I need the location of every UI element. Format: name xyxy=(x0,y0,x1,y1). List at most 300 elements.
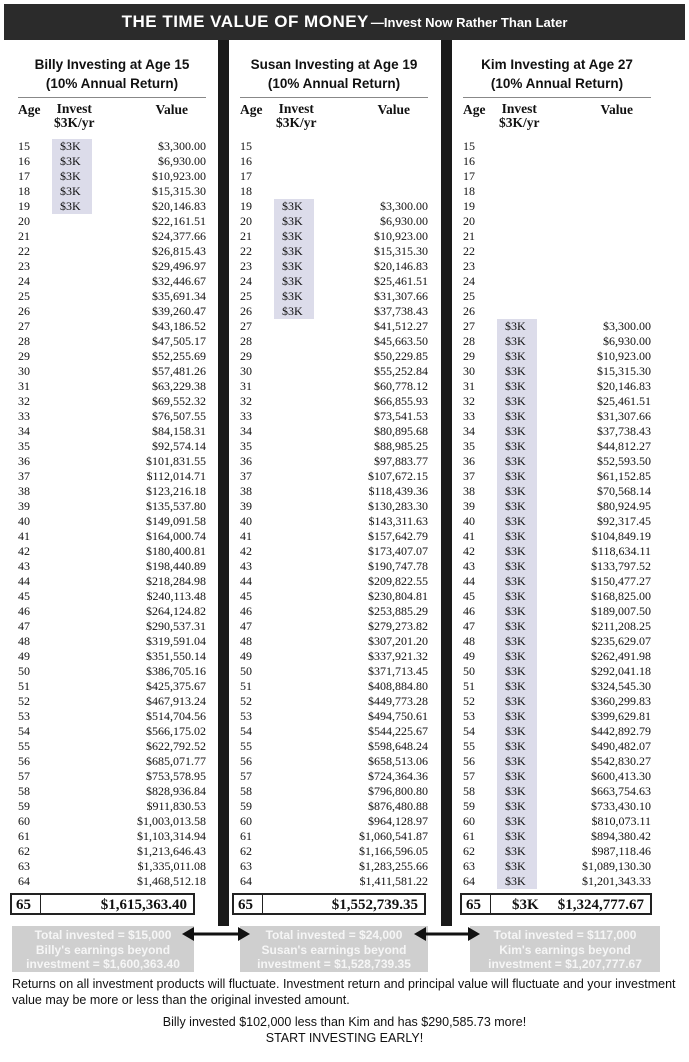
row-age: 42 xyxy=(18,544,30,558)
row-value: $467,913.24 xyxy=(146,694,206,708)
row-invest: $3K xyxy=(497,574,537,589)
row-age: 59 xyxy=(240,799,252,813)
row-age: 61 xyxy=(18,829,30,843)
row-invest: $3K xyxy=(497,514,537,529)
row-invest: $3K xyxy=(52,184,92,199)
table-row xyxy=(240,529,434,544)
row-value: $1,166,596.05 xyxy=(359,844,428,858)
row-value: $29,496.97 xyxy=(152,259,206,273)
row-value: $810,073.11 xyxy=(591,814,651,828)
table-row xyxy=(463,499,657,514)
row-age: 60 xyxy=(463,814,475,828)
row-age: 28 xyxy=(18,334,30,348)
table-row xyxy=(240,199,434,214)
table-row xyxy=(240,874,434,889)
row-age: 59 xyxy=(463,799,475,813)
row-age: 21 xyxy=(463,229,475,243)
table-row xyxy=(18,664,212,679)
row-value: $80,924.95 xyxy=(597,499,651,513)
row-value: $24,377.66 xyxy=(152,229,206,243)
table-row xyxy=(18,499,212,514)
row-value: $143,311.63 xyxy=(368,514,428,528)
table-row xyxy=(18,709,212,724)
row-age: 25 xyxy=(18,289,30,303)
table-row xyxy=(240,559,434,574)
row-value: $598,648.24 xyxy=(368,739,428,753)
column-title: Kim Investing at Age 27 xyxy=(481,57,633,72)
table-row xyxy=(18,634,212,649)
row-age: 49 xyxy=(18,649,30,663)
row-value: $1,335,011.08 xyxy=(137,859,206,873)
row-age: 50 xyxy=(240,664,252,678)
column-header xyxy=(18,97,206,139)
row-age: 39 xyxy=(18,499,30,513)
age-header: Age xyxy=(240,102,263,117)
table-row xyxy=(463,379,657,394)
row-age: 46 xyxy=(463,604,475,618)
table-row xyxy=(463,769,657,784)
row-value: $1,468,512.18 xyxy=(137,874,206,888)
table-row xyxy=(18,679,212,694)
table-row xyxy=(240,739,434,754)
column-kim xyxy=(457,40,657,889)
table-row xyxy=(463,139,657,154)
row-value: $209,822.55 xyxy=(368,574,428,588)
row-invest: $3K xyxy=(497,799,537,814)
final-age: 65 xyxy=(466,897,481,913)
row-invest: $3K xyxy=(497,589,537,604)
disclaimer-text: Returns on all investment products will fluctuate. Investment return and principal value will fluctuate and your investment value may be more or less than the original invested amount. xyxy=(12,977,676,1007)
table-row xyxy=(240,244,434,259)
table-row xyxy=(18,649,212,664)
row-value: $104,849.19 xyxy=(591,529,651,543)
table-row xyxy=(18,424,212,439)
row-age: 17 xyxy=(463,169,475,183)
table-row xyxy=(463,439,657,454)
table-row xyxy=(240,409,434,424)
row-age: 28 xyxy=(240,334,252,348)
column-subtitle: (10% Annual Return) xyxy=(490,76,624,91)
row-invest: $3K xyxy=(497,604,537,619)
table-row xyxy=(240,319,434,334)
summary-line: Total invested = $15,000 xyxy=(34,928,172,942)
row-value: $876,480.88 xyxy=(368,799,428,813)
row-invest: $3K xyxy=(497,739,537,754)
row-invest: $3K xyxy=(497,724,537,739)
row-age: 54 xyxy=(463,724,475,738)
row-value: $10,923.00 xyxy=(374,229,428,243)
row-age: 27 xyxy=(463,319,475,333)
row-age: 63 xyxy=(240,859,252,873)
row-age: 20 xyxy=(18,214,30,228)
row-value: $168,825.00 xyxy=(591,589,651,603)
table-row xyxy=(463,424,657,439)
row-age: 33 xyxy=(240,409,252,423)
row-age: 37 xyxy=(18,469,30,483)
row-age: 42 xyxy=(463,544,475,558)
row-value: $6,930.00 xyxy=(158,154,206,168)
column-header xyxy=(463,97,651,139)
data-rows xyxy=(18,139,212,889)
row-value: $118,634.11 xyxy=(591,544,651,558)
row-value: $253,885.29 xyxy=(368,604,428,618)
arrow-left xyxy=(182,927,250,941)
summary-line: Kim's earnings beyond xyxy=(499,942,631,957)
row-age: 19 xyxy=(240,199,252,213)
row-value: $76,507.55 xyxy=(152,409,206,423)
table-row xyxy=(463,544,657,559)
row-invest: $3K xyxy=(497,634,537,649)
row-value: $1,089,130.30 xyxy=(582,859,651,873)
row-value: $337,921.32 xyxy=(368,649,428,663)
row-age: 30 xyxy=(463,364,475,378)
final-row-susan xyxy=(232,893,426,915)
row-value: $1,103,314.94 xyxy=(137,829,206,843)
row-age: 33 xyxy=(18,409,30,423)
row-value: $663,754.63 xyxy=(591,784,651,798)
row-age: 62 xyxy=(463,844,475,858)
table-row xyxy=(240,619,434,634)
invest-header-line2: $3K/yr xyxy=(499,115,540,130)
row-value: $26,815.43 xyxy=(152,244,206,258)
row-age: 52 xyxy=(240,694,252,708)
row-age: 61 xyxy=(240,829,252,843)
row-value: $1,003,013.58 xyxy=(137,814,206,828)
row-age: 34 xyxy=(18,424,30,438)
table-row xyxy=(240,469,434,484)
table-row xyxy=(240,514,434,529)
row-value: $112,014.71 xyxy=(146,469,206,483)
row-value: $351,550.14 xyxy=(146,649,206,663)
row-age: 46 xyxy=(240,604,252,618)
table-row xyxy=(18,379,212,394)
column-title: Susan Investing at Age 19 xyxy=(250,57,418,72)
page-subtitle: —Invest Now Rather Than Later xyxy=(370,14,568,30)
table-row xyxy=(18,559,212,574)
row-value: $80,895.68 xyxy=(374,424,428,438)
row-value: $386,705.16 xyxy=(146,664,206,678)
row-age: 26 xyxy=(463,304,475,318)
table-row xyxy=(240,574,434,589)
row-value: $123,216.18 xyxy=(146,484,206,498)
row-age: 40 xyxy=(18,514,30,528)
table-row xyxy=(18,169,212,184)
row-age: 31 xyxy=(18,379,30,393)
table-row xyxy=(463,604,657,619)
table-row xyxy=(463,349,657,364)
row-value: $622,792.52 xyxy=(146,739,206,753)
row-age: 55 xyxy=(463,739,475,753)
row-age: 35 xyxy=(18,439,30,453)
row-age: 29 xyxy=(463,349,475,363)
table-row xyxy=(240,394,434,409)
row-age: 16 xyxy=(463,154,475,168)
row-invest: $3K xyxy=(497,829,537,844)
row-age: 60 xyxy=(18,814,30,828)
row-value: $133,797.52 xyxy=(591,559,651,573)
row-invest: $3K xyxy=(497,784,537,799)
closing-block xyxy=(0,1014,689,1046)
row-age: 17 xyxy=(240,169,252,183)
table-row xyxy=(18,799,212,814)
table-row xyxy=(18,769,212,784)
row-value: $235,629.07 xyxy=(591,634,651,648)
table-row xyxy=(463,634,657,649)
row-age: 62 xyxy=(18,844,30,858)
table-row xyxy=(463,649,657,664)
row-value: $66,855.93 xyxy=(374,394,428,408)
row-value: $442,892.79 xyxy=(591,724,651,738)
row-value: $3,300.00 xyxy=(380,199,428,213)
final-row-kim xyxy=(460,893,652,915)
row-invest: $3K xyxy=(497,409,537,424)
row-value: $1,283,255.66 xyxy=(359,859,428,873)
row-value: $97,883.77 xyxy=(374,454,428,468)
table-row xyxy=(18,469,212,484)
row-value: $753,578.95 xyxy=(146,769,206,783)
row-invest: $3K xyxy=(274,244,314,259)
row-age: 36 xyxy=(240,454,252,468)
row-invest: $3K xyxy=(274,304,314,319)
table-row xyxy=(463,454,657,469)
row-value: $15,315.30 xyxy=(152,184,206,198)
comparison-text: Billy invested $102,000 less than Kim and has $290,585.73 more! xyxy=(162,1015,527,1029)
table-row xyxy=(463,829,657,844)
table-row xyxy=(240,589,434,604)
row-age: 62 xyxy=(240,844,252,858)
table-row xyxy=(463,724,657,739)
column-title: Billy Investing at Age 15 xyxy=(34,57,190,72)
row-age: 30 xyxy=(18,364,30,378)
row-age: 51 xyxy=(18,679,30,693)
row-age: 39 xyxy=(463,499,475,513)
row-age: 17 xyxy=(18,169,30,183)
row-invest: $3K xyxy=(497,844,537,859)
table-row xyxy=(240,649,434,664)
row-age: 45 xyxy=(18,589,30,603)
row-value: $189,007.50 xyxy=(591,604,651,618)
row-age: 48 xyxy=(463,634,475,648)
row-value: $542,830.27 xyxy=(591,754,651,768)
row-value: $31,307.66 xyxy=(597,409,651,423)
table-row xyxy=(463,844,657,859)
row-value: $987,118.46 xyxy=(591,844,651,858)
row-value: $3,300.00 xyxy=(603,319,651,333)
table-row xyxy=(18,304,212,319)
row-age: 52 xyxy=(18,694,30,708)
row-age: 47 xyxy=(18,619,30,633)
row-age: 63 xyxy=(463,859,475,873)
row-age: 30 xyxy=(240,364,252,378)
row-value: $149,091.58 xyxy=(146,514,206,528)
table-row xyxy=(463,874,657,889)
row-value: $292,041.18 xyxy=(591,664,651,678)
row-value: $41,512.27 xyxy=(374,319,428,333)
row-age: 64 xyxy=(240,874,252,888)
row-age: 22 xyxy=(240,244,252,258)
row-value: $307,201.20 xyxy=(368,634,428,648)
row-invest: $3K xyxy=(274,199,314,214)
row-age: 25 xyxy=(463,289,475,303)
table-row xyxy=(463,514,657,529)
row-age: 48 xyxy=(18,634,30,648)
table-row xyxy=(18,574,212,589)
row-invest: $3K xyxy=(497,529,537,544)
row-age: 27 xyxy=(240,319,252,333)
row-age: 43 xyxy=(18,559,30,573)
row-age: 40 xyxy=(240,514,252,528)
row-age: 35 xyxy=(240,439,252,453)
row-age: 46 xyxy=(18,604,30,618)
arrows xyxy=(0,920,689,950)
summary-line: investment = $1,528,739.35 xyxy=(257,957,411,971)
table-row xyxy=(463,664,657,679)
table-row xyxy=(463,304,657,319)
table-row xyxy=(240,634,434,649)
row-value: $20,146.83 xyxy=(597,379,651,393)
row-age: 27 xyxy=(18,319,30,333)
row-invest: $3K xyxy=(497,469,537,484)
row-age: 53 xyxy=(463,709,475,723)
row-value: $211,208.25 xyxy=(591,619,651,633)
row-age: 44 xyxy=(463,574,475,588)
table-row xyxy=(463,484,657,499)
row-age: 57 xyxy=(18,769,30,783)
table-row xyxy=(18,259,212,274)
final-age: 65 xyxy=(238,897,253,913)
row-age: 44 xyxy=(18,574,30,588)
row-invest: $3K xyxy=(497,379,537,394)
row-value: $35,691.34 xyxy=(152,289,206,303)
row-invest: $3K xyxy=(497,709,537,724)
row-age: 47 xyxy=(240,619,252,633)
table-row xyxy=(240,139,434,154)
table-row xyxy=(18,754,212,769)
table-row xyxy=(18,874,212,889)
table-row xyxy=(240,454,434,469)
table-row xyxy=(463,784,657,799)
table-row xyxy=(18,214,212,229)
row-age: 50 xyxy=(463,664,475,678)
row-value: $262,491.98 xyxy=(591,649,651,663)
row-value: $399,629.81 xyxy=(591,709,651,723)
final-row-billy xyxy=(10,893,195,915)
row-value: $685,071.77 xyxy=(146,754,206,768)
row-value: $173,407.07 xyxy=(368,544,428,558)
final-separator xyxy=(262,895,263,913)
table-row xyxy=(18,739,212,754)
row-age: 58 xyxy=(18,784,30,798)
table-row xyxy=(240,334,434,349)
row-age: 59 xyxy=(18,799,30,813)
row-age: 54 xyxy=(240,724,252,738)
summary-line: Susan's earnings beyond xyxy=(261,942,407,957)
row-invest: $3K xyxy=(497,454,537,469)
row-age: 51 xyxy=(240,679,252,693)
row-age: 20 xyxy=(240,214,252,228)
row-age: 61 xyxy=(463,829,475,843)
row-age: 19 xyxy=(463,199,475,213)
row-value: $32,446.67 xyxy=(152,274,206,288)
summary-line: Billy's earnings beyond xyxy=(35,942,171,957)
row-age: 56 xyxy=(18,754,30,768)
row-age: 41 xyxy=(463,529,475,543)
row-value: $25,461.51 xyxy=(374,274,428,288)
row-age: 18 xyxy=(18,184,30,198)
data-rows xyxy=(240,139,434,889)
table-row xyxy=(463,739,657,754)
table-row xyxy=(463,679,657,694)
table-row xyxy=(240,814,434,829)
table-row xyxy=(18,439,212,454)
row-age: 56 xyxy=(463,754,475,768)
row-invest: $3K xyxy=(497,499,537,514)
row-value: $84,158.31 xyxy=(152,424,206,438)
row-value: $61,152.85 xyxy=(597,469,651,483)
row-value: $20,146.83 xyxy=(152,199,206,213)
row-value: $69,552.32 xyxy=(152,394,206,408)
value-header: Value xyxy=(600,102,633,117)
row-value: $190,747.78 xyxy=(368,559,428,573)
row-age: 55 xyxy=(240,739,252,753)
table-row xyxy=(18,364,212,379)
row-age: 55 xyxy=(18,739,30,753)
row-value: $218,284.98 xyxy=(146,574,206,588)
table-row xyxy=(463,214,657,229)
column-header xyxy=(240,97,428,139)
row-age: 43 xyxy=(240,559,252,573)
row-value: $1,213,646.43 xyxy=(137,844,206,858)
row-age: 47 xyxy=(463,619,475,633)
table-row xyxy=(240,259,434,274)
table-row xyxy=(240,799,434,814)
row-age: 48 xyxy=(240,634,252,648)
table-row xyxy=(240,604,434,619)
table-row xyxy=(18,334,212,349)
table-row xyxy=(18,394,212,409)
row-invest: $3K xyxy=(497,439,537,454)
table-row xyxy=(240,274,434,289)
row-age: 31 xyxy=(240,379,252,393)
row-age: 45 xyxy=(240,589,252,603)
row-value: $198,440.89 xyxy=(146,559,206,573)
table-row xyxy=(240,304,434,319)
row-age: 34 xyxy=(240,424,252,438)
row-age: 24 xyxy=(463,274,475,288)
table-row xyxy=(18,514,212,529)
row-age: 42 xyxy=(240,544,252,558)
row-age: 31 xyxy=(463,379,475,393)
row-value: $101,831.55 xyxy=(146,454,206,468)
row-value: $57,481.26 xyxy=(152,364,206,378)
row-value: $180,400.81 xyxy=(146,544,206,558)
row-age: 21 xyxy=(240,229,252,243)
row-age: 33 xyxy=(463,409,475,423)
table-row xyxy=(463,799,657,814)
row-value: $964,128.97 xyxy=(368,814,428,828)
row-value: $88,985.25 xyxy=(374,439,428,453)
row-value: $157,642.79 xyxy=(368,529,428,543)
row-age: 20 xyxy=(463,214,475,228)
row-value: $514,704.56 xyxy=(146,709,206,723)
table-row xyxy=(240,184,434,199)
row-invest: $3K xyxy=(497,694,537,709)
table-row xyxy=(18,349,212,364)
invest-header-line1: Invest xyxy=(278,101,314,116)
row-age: 43 xyxy=(463,559,475,573)
row-value: $724,364.36 xyxy=(368,769,428,783)
table-row xyxy=(240,664,434,679)
